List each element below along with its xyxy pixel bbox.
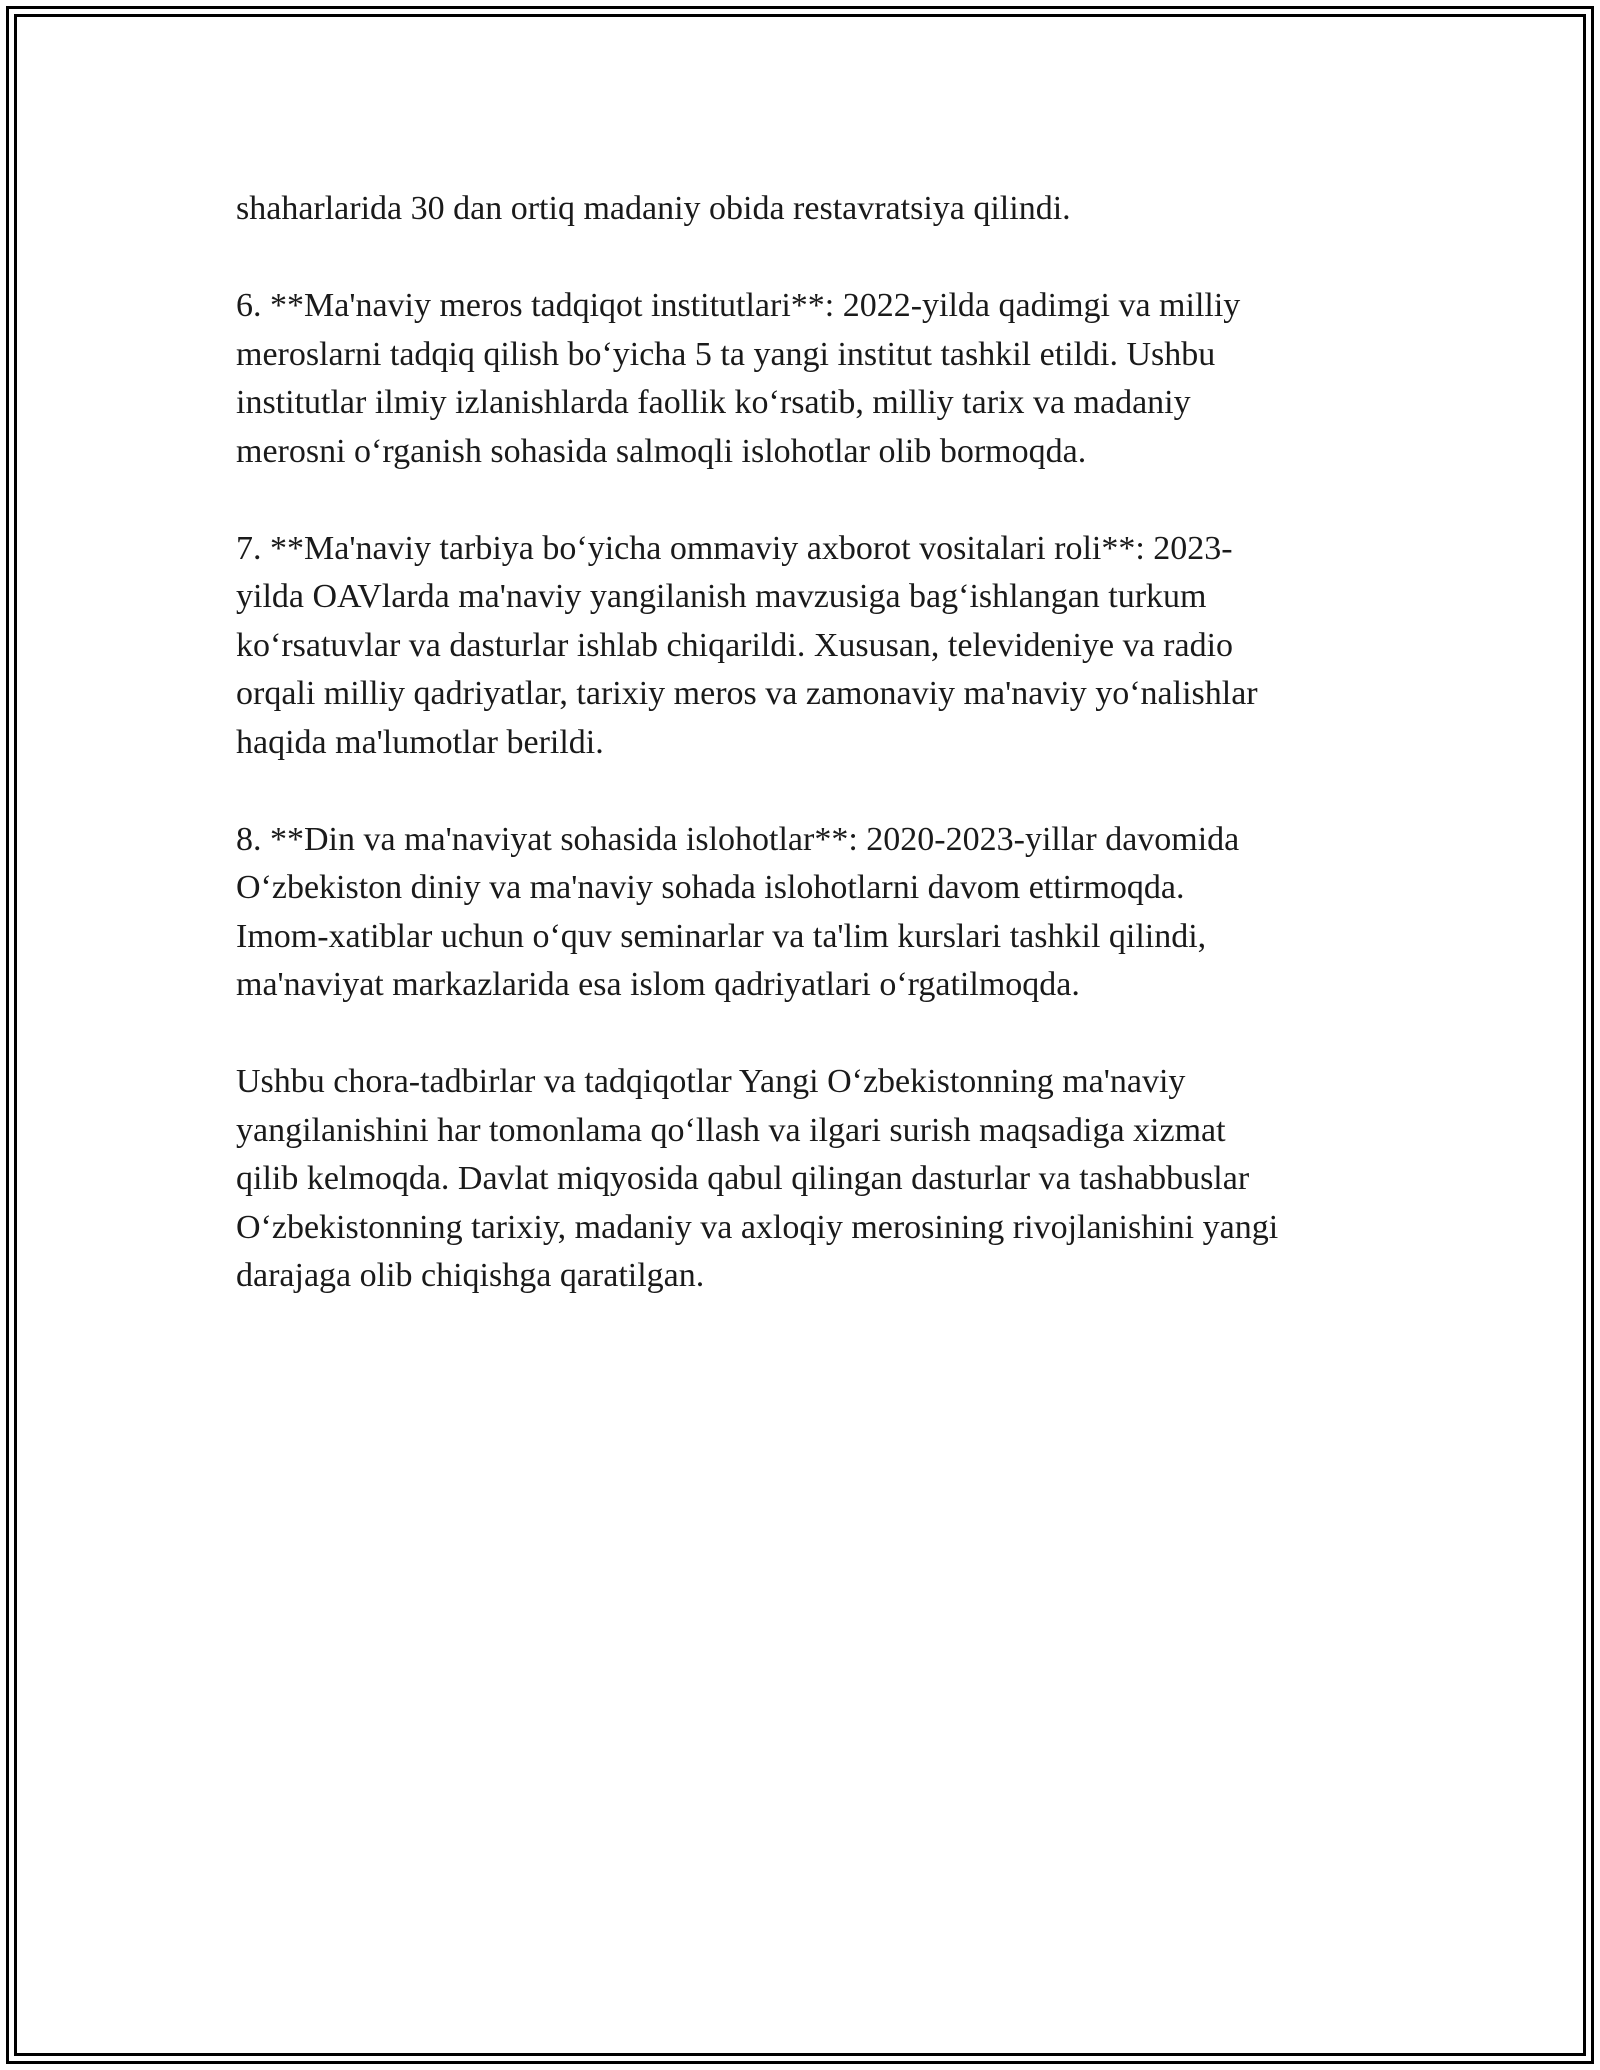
document-body: [236, 185, 1376, 1349]
paragraph-conclusion: Ushbu chora-tadbirlar va tadqiqotlar Yangi O‘zbekistonning ma'naviy yangilanishini har tomonlama qo‘llash va ilgari surish maqsadiga xizmat qilib kelmoqda. Davlat miqyosida qabul qilingan dasturlar va tashabbuslar O‘zbekistonning tarixiy, madaniy va axloqiy merosining rivojlanishini yangi darajaga olib chiqishga qaratilgan.: [236, 1063, 1279, 1294]
paragraph-item-6: 6. **Ma'naviy meros tadqiqot institutlari**: 2022-yilda qadimgi va milliy meroslarni tadqiq qilish bo‘yicha 5 ta yangi institut tashkil etildi. Ushbu institutlar ilmiy izlanishlarda faollik ko‘rsatib, milliy tarix va madaniy merosni o‘rganish sohasida salmoqli islohotlar olib bormoqda.: [236, 287, 1241, 470]
paragraph-continuation: shaharlarida 30 dan ortiq madaniy obida restavratsiya qilindi.: [236, 190, 1071, 227]
paragraph-item-8: 8. **Din va ma'naviyat sohasida islohotlar**: 2020-2023-yillar davomida O‘zbekiston diniy va ma'naviy sohada islohotlarni davom ettirmoqda. Imom-xatiblar uchun o‘quv seminarlar va ta'lim kurslari tashkil qilindi, ma'naviyat markazlarida esa islom qadriyatlari o‘rgatilmoqda.: [236, 820, 1240, 1003]
paragraph-item-7: 7. **Ma'naviy tarbiya bo‘yicha ommaviy axborot vositalari roli**: 2023- yilda OAVlarda ma'naviy yangilanish mavzusiga bag‘ishlangan turkum ko‘rsatuvlar va dasturlar ishlab chiqarildi. Xususan, televideniye va radio orqali milliy qadriyatlar, tarixiy meros va zamonaviy ma'naviy yo‘nalishlar haqida ma'lumotlar berildi.: [236, 529, 1258, 761]
